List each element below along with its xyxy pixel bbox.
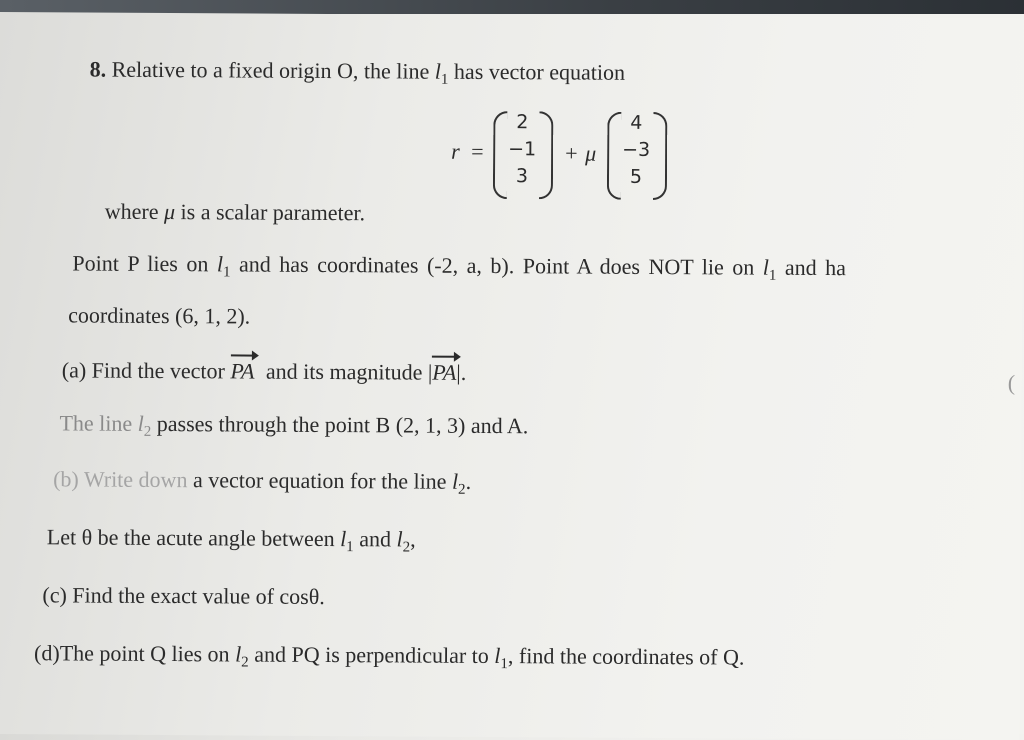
intro-text-end: has vector equation	[453, 58, 626, 85]
line-l1-label: $l_1$	[434, 58, 449, 88]
question-number: 8.	[89, 56, 107, 82]
part-d: (d)The point Q lies on $l_2$ and PQ is perpendicular to $l_1$, find the coordinates of Q.	[34, 640, 745, 673]
coords-a-line: coordinates (6, 1, 2).	[68, 302, 251, 329]
eq-plus: +	[565, 140, 578, 166]
where-line: where μ is a scalar parameter.	[104, 198, 366, 226]
point-p-line: Point P lies on $l_1$ and has coordinates (-2, a, b). Point A does NOT lie on $l_1$ and ha	[72, 250, 847, 284]
let-theta: Let θ be the acute angle between $l_1$ and $l_2$,	[46, 524, 416, 556]
right-paren-2	[653, 112, 668, 200]
vector-pa: PA	[230, 358, 255, 384]
direction-vector: 4 −3 5	[622, 111, 651, 188]
right-paren-1	[539, 111, 554, 199]
question-intro	[90, 57, 626, 94]
part-b: (b) Write down a vector equation for the line $l_2$.	[53, 466, 472, 498]
intro-text: Relative to a fixed origin O, the line	[111, 56, 430, 84]
eq-mu: μ	[585, 140, 597, 166]
part-c: (c) Find the exact value of cosθ.	[42, 582, 325, 609]
vector-equation	[447, 107, 688, 204]
part-a: (a) Find the vector PA and its magnitude |PA|.	[61, 357, 467, 385]
worksheet-page	[0, 12, 1024, 740]
eq-r: r	[451, 138, 460, 164]
eq-equals: =	[471, 138, 484, 164]
vector-pa-magnitude: PA	[432, 359, 457, 385]
marks-margin: (	[1007, 370, 1016, 396]
line-l2-intro: The line $l_2$ passes through the point B (2, 1, 3) and A.	[59, 410, 529, 440]
mu-symbol: μ	[163, 199, 176, 225]
photo-top-edge	[0, 0, 1024, 14]
point-vector: 2 −1 3	[508, 111, 537, 188]
